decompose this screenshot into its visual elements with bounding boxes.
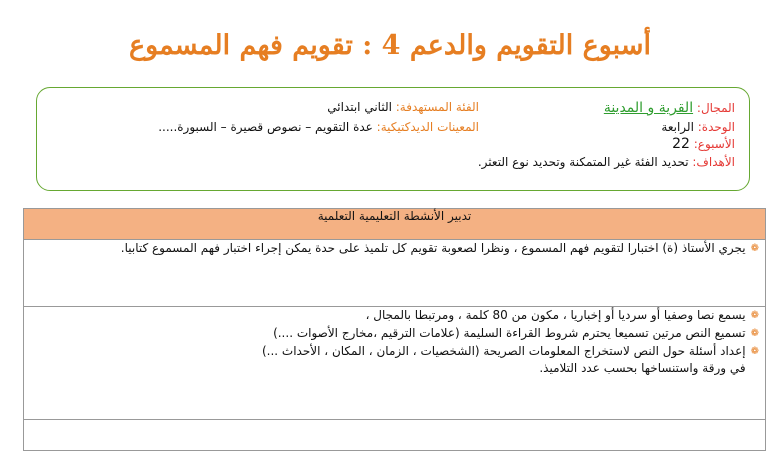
- objectives-value: تحديد الفئة غير المتمكنة وتحديد نوع التعثر.: [477, 155, 689, 169]
- activities-header: تدبير الأنشطة التعليمية التعلمية: [24, 209, 766, 240]
- flower-bullet-icon: ❁: [750, 328, 759, 339]
- list-item: ❁ يجري الأستاذ (ة) اختبارا لتقويم فهم المسموع ، ونظرا لصعوبة تقويم كل تلميذ على حدة يمكن إجراء اختبار فهم المسموع كتابيا.: [120, 241, 759, 255]
- activities-header-row: [24, 209, 766, 240]
- unit-value: الرابعة: [661, 120, 694, 134]
- objectives-label: الأهداف:: [692, 155, 735, 169]
- list-item: ❁ يسمع نصا وصفيا أو سرديا أو إخباريا ، مكون من 80 كلمة ، ومرتبطا بالمجال ،: [365, 308, 759, 322]
- week-label: الأسبوع:: [693, 137, 735, 151]
- activities-row-1: [24, 240, 766, 307]
- target-label: الفئة المستهدفة:: [395, 100, 479, 114]
- materials-line: [158, 120, 479, 134]
- flower-bullet-icon: ❁: [750, 243, 759, 254]
- materials-label: المعينات الديدكتيكية:: [376, 120, 479, 134]
- week-line: [672, 136, 735, 152]
- materials-value: عدة التقويم – نصوص قصيرة – السبورة.....: [158, 120, 373, 134]
- list-item: ❁ إعداد أسئلة حول النص لاستخراج المعلومات الصريحة (الشخصيات ، الزمان ، المكان ، الأحداث ...) في ورقة واستنساخها بحسب عدد التلاميذ.: [261, 344, 759, 375]
- list-item: ❁ تسميع النص مرتين تسميعا يحترم شروط القراءة السليمة (علامات الترقيم ،مخارج الأصوات ....): [273, 326, 759, 340]
- flower-bullet-icon: ❁: [750, 310, 759, 321]
- field-line: [604, 100, 735, 116]
- lesson-info-box: [36, 87, 750, 191]
- field-value[interactable]: القرية و المدينة: [603, 100, 694, 116]
- activities-cell-1: [24, 240, 766, 307]
- activities-cell-3: [24, 420, 766, 451]
- page-title: أسبوع التقويم والدعم 4 : تقويم فهم المسموع: [129, 30, 651, 61]
- activities-cell-2: [24, 307, 766, 420]
- unit-label: الوحدة:: [697, 120, 735, 134]
- activities-row-2: [24, 307, 766, 420]
- flower-bullet-icon: ❁: [750, 346, 759, 357]
- activities-row-3: [24, 420, 766, 451]
- objectives-line: [478, 155, 735, 169]
- field-label: المجال:: [696, 101, 735, 115]
- target-line: [327, 100, 479, 114]
- week-value: 22: [672, 136, 690, 152]
- unit-line: [661, 120, 735, 134]
- activities-table: [23, 208, 766, 451]
- target-value: الثاني ابتدائي: [327, 100, 392, 114]
